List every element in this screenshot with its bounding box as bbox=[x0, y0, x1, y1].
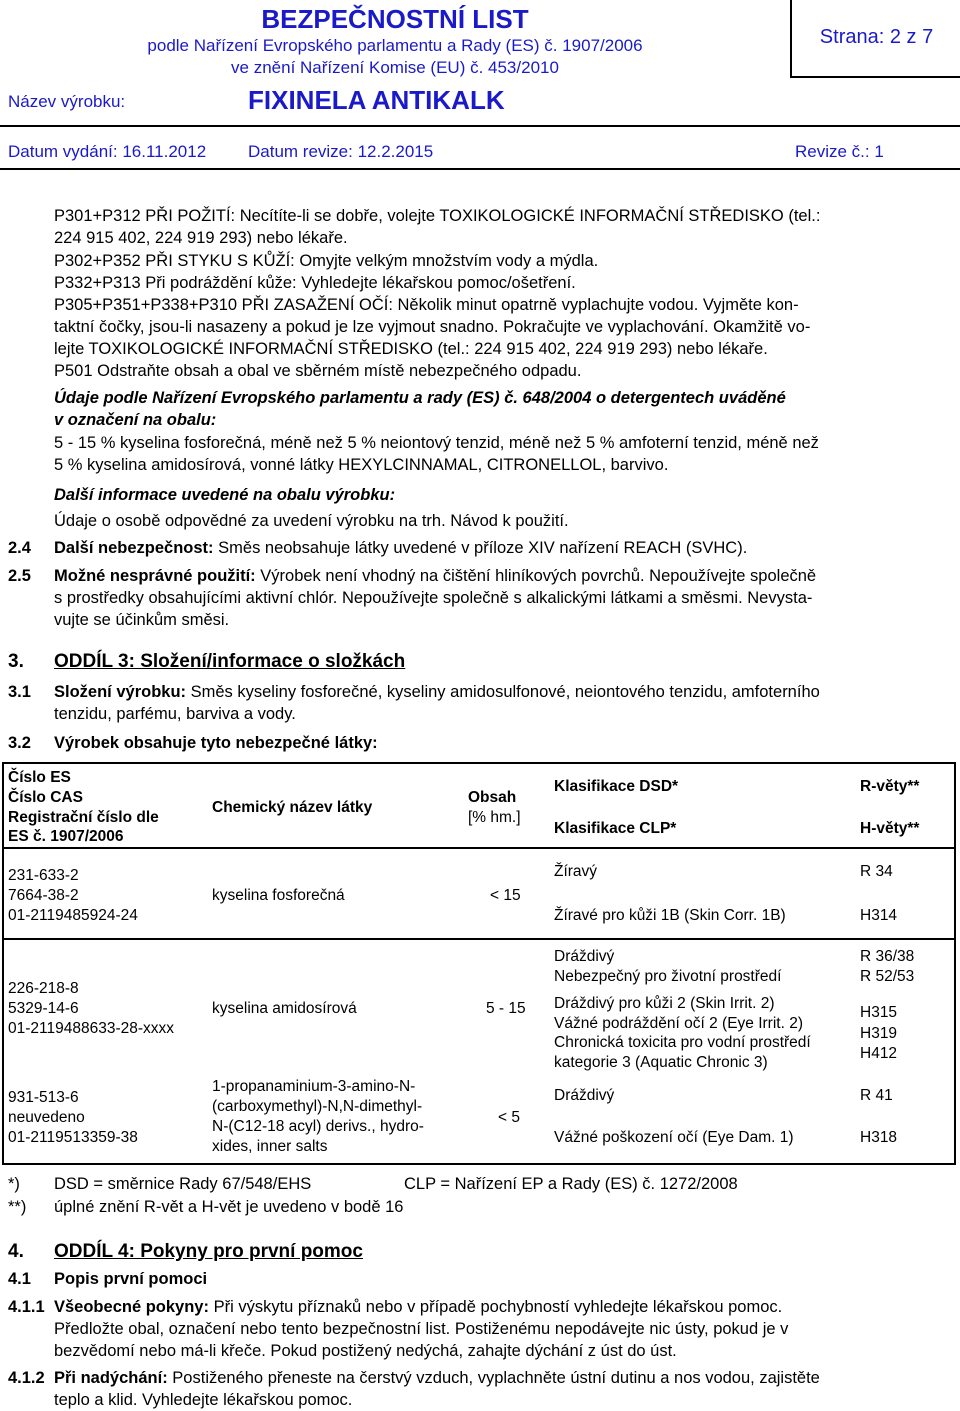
cell-cas: neuvedeno bbox=[8, 1109, 85, 1126]
cell-h: H319 bbox=[860, 1025, 898, 1042]
col-header-h: H-věty** bbox=[860, 820, 920, 837]
section-4-title: ODDÍL 4: Pokyny pro první pomoc bbox=[54, 1241, 363, 1262]
footnote-text: DSD = směrnice Rady 67/548/EHS bbox=[54, 1175, 312, 1193]
cell-r: R 41 bbox=[860, 1087, 893, 1104]
document-header bbox=[0, 0, 960, 170]
table-border bbox=[954, 762, 956, 1165]
product-name: FIXINELA ANTIKALK bbox=[248, 85, 505, 115]
col-header-content-unit: [% hm.] bbox=[468, 809, 521, 826]
cell-r: R 36/38 bbox=[860, 948, 915, 965]
cell-content: < 15 bbox=[490, 887, 521, 904]
section-text: Směs kyseliny fosforečné, kyseliny amidosulfonové, neiontového tenzidu, amfoterního bbox=[190, 683, 820, 701]
cell-clp: Chronická toxicita pro vodní prostředí bbox=[554, 1034, 811, 1051]
section-number: 2.5 bbox=[8, 567, 31, 585]
detergent-text: 5 % kyselina amidosírová, vonné látky HEXYLCINNAMAL, CITRONELLOL, barvivo. bbox=[54, 456, 669, 474]
header-divider bbox=[0, 168, 960, 170]
table-border bbox=[2, 762, 956, 764]
col-header-name: Chemický název látky bbox=[212, 799, 373, 816]
section-3-title: ODDÍL 3: Složení/informace o složkách bbox=[54, 651, 406, 672]
p-statement-line: P501 Odstraňte obsah a obal ve sběrném místě nebezpečného odpadu. bbox=[54, 362, 582, 380]
section-number: 4.1.2 bbox=[8, 1369, 45, 1387]
cell-ec: 931-513-6 bbox=[8, 1089, 79, 1106]
col-header-reg: ES č. 1907/2006 bbox=[8, 828, 124, 845]
section-number: 4. bbox=[8, 1241, 24, 1262]
regulation-line: podle Nařízení Evropského parlamentu a Rady (ES) č. 1907/2006 bbox=[147, 36, 643, 55]
section-4-1-1 bbox=[54, 1296, 782, 1318]
cell-dsd: Dráždivý bbox=[554, 1087, 615, 1104]
cell-clp: Žíravé pro kůži 1B (Skin Corr. 1B) bbox=[554, 907, 786, 924]
col-header-r: R-věty** bbox=[860, 778, 920, 795]
section-text: teplo a klid. Vyhledejte lékařskou pomoc. bbox=[54, 1391, 353, 1409]
col-header-reg: Registrační číslo dle bbox=[8, 809, 159, 826]
section-text: tenzidu, parfému, barviva a vody. bbox=[54, 705, 296, 723]
header-divider bbox=[0, 125, 960, 127]
section-number: 4.1.1 bbox=[8, 1298, 45, 1316]
detergent-text: 5 - 15 % kyselina fosforečná, méně než 5 % neiontový tenzid, méně než 5 % amfoterní tenzid, méně než bbox=[54, 434, 819, 452]
col-header-dsd: Klasifikace DSD* bbox=[554, 778, 679, 795]
detergent-heading: v označení na obalu: bbox=[54, 411, 217, 429]
more-info-text: Údaje o osobě odpovědné za uvedení výrobku na trh. Návod k použití. bbox=[54, 512, 569, 530]
section-text: s prostředky obsahujícími aktivní chlór. Nepoužívejte společně s alkalickými látkami a směsmi. Nevysta- bbox=[54, 589, 813, 607]
section-number: 4.1 bbox=[8, 1270, 31, 1288]
cell-name: kyselina fosforečná bbox=[212, 887, 345, 904]
amendment-line: ve znění Nařízení Komise (EU) č. 453/2010 bbox=[231, 58, 559, 77]
footnote-text: úplné znění R-vět a H-vět je uvedeno v bodě 16 bbox=[54, 1198, 404, 1216]
cell-h: H318 bbox=[860, 1129, 898, 1146]
cell-h: H315 bbox=[860, 1004, 898, 1021]
section-text: Postiženého přeneste na čerstvý vzduch, vyplachněte ústní dutinu a nos vodou, zajistěte bbox=[172, 1369, 820, 1387]
section-text: vujte se účinkům směsi. bbox=[54, 611, 230, 629]
cell-name: kyselina amidosírová bbox=[212, 1000, 357, 1017]
footnote-mark: **) bbox=[8, 1198, 27, 1216]
footnote-mark: *) bbox=[8, 1175, 20, 1193]
cell-clp: Dráždivý pro kůži 2 (Skin Irrit. 2) bbox=[554, 995, 775, 1012]
section-label: Při nadýchání: bbox=[54, 1369, 168, 1387]
section-number: 3. bbox=[8, 651, 24, 672]
table-border bbox=[2, 762, 4, 1165]
cell-reg: 01-2119485924-24 bbox=[8, 907, 138, 924]
detergent-heading: Údaje podle Nařízení Evropského parlamentu a rady (ES) č. 648/2004 o detergentech uváděné bbox=[54, 389, 786, 407]
p-statement-line: lejte TOXIKOLOGICKÉ INFORMAČNÍ STŘEDISKO (tel.: 224 915 402, 224 919 293) nebo lékaře. bbox=[54, 340, 768, 358]
section-label: Další nebezpečnost: bbox=[54, 539, 214, 557]
footnote-text: CLP = Nařízení EP a Rady (ES) č. 1272/2008 bbox=[404, 1175, 738, 1193]
section-3-1 bbox=[54, 681, 820, 703]
col-header-cas: Číslo CAS bbox=[8, 789, 83, 806]
cell-r: R 52/53 bbox=[860, 968, 915, 985]
section-text: Výrobek není vhodný na čištění hliníkových povrchů. Nepoužívejte společně bbox=[260, 567, 817, 585]
col-header-content: Obsah bbox=[468, 789, 517, 806]
page-number: Strana: 2 z 7 bbox=[819, 26, 934, 48]
cell-clp: Vážné podráždění očí 2 (Eye Irrit. 2) bbox=[554, 1015, 803, 1032]
table-border bbox=[2, 847, 956, 849]
cell-h: H412 bbox=[860, 1045, 898, 1062]
cell-reg: 01-2119513359-38 bbox=[8, 1129, 138, 1146]
cell-dsd: Dráždivý bbox=[554, 948, 615, 965]
p-statement-line: taktní čočky, jsou-li nasazeny a pokud je lze vyjmout snadno. Pokračujte ve vyplachování. Okamžitě vo- bbox=[54, 318, 811, 336]
section-text: bezvědomí nebo má-li křeče. Pokud postižený nedýchá, zahajte dýchání z úst do úst. bbox=[54, 1342, 677, 1360]
cell-clp: kategorie 3 (Aquatic Chronic 3) bbox=[554, 1054, 768, 1071]
section-4-1-2 bbox=[54, 1367, 820, 1389]
cell-name: 1-propanaminium-3-amino-N- bbox=[212, 1078, 416, 1095]
section-3-2-title: Výrobek obsahuje tyto nebezpečné látky: bbox=[54, 734, 378, 752]
section-4-1-title: Popis první pomoci bbox=[54, 1270, 208, 1288]
cell-cas: 7664-38-2 bbox=[8, 887, 79, 904]
cell-name: (carboxymethyl)-N,N-dimethyl- bbox=[212, 1098, 423, 1115]
more-info-heading: Další informace uvedené na obalu výrobku: bbox=[54, 486, 396, 504]
section-2-4 bbox=[54, 537, 747, 559]
p-statement-line: P305+P351+P338+P310 PŘI ZASAŽENÍ OČÍ: Několik minut opatrně vyplachujte vodou. Vyjměte kon- bbox=[54, 296, 799, 314]
col-header-ec: Číslo ES bbox=[8, 769, 71, 786]
header-divider bbox=[790, 76, 960, 78]
table-border bbox=[2, 938, 956, 940]
section-label: Všeobecné pokyny: bbox=[54, 1298, 209, 1316]
cell-dsd: Nebezpečný pro životní prostředí bbox=[554, 968, 782, 985]
cell-reg: 01-2119488633-28-xxxx bbox=[8, 1020, 175, 1037]
section-number: 3.1 bbox=[8, 683, 31, 701]
p-statement-line: 224 915 402, 224 919 293) nebo lékaře. bbox=[54, 229, 348, 247]
section-label: Možné nesprávné použití: bbox=[54, 567, 256, 585]
cell-ec: 231-633-2 bbox=[8, 867, 79, 884]
issue-date: Datum vydání: 16.11.2012 bbox=[8, 142, 207, 161]
section-text: Při výskytu příznaků nebo v případě pochybností vyhledejte lékařskou pomoc. bbox=[213, 1298, 783, 1316]
cell-name: N-(C12-18 acyl) derivs., hydro- bbox=[212, 1118, 424, 1135]
revision-date: Datum revize: 12.2.2015 bbox=[248, 142, 434, 161]
header-divider bbox=[790, 0, 792, 78]
p-statement-line: P332+P313 Při podráždění kůže: Vyhledejte lékařskou pomoc/ošetření. bbox=[54, 274, 576, 292]
col-header-clp: Klasifikace CLP* bbox=[554, 820, 677, 837]
cell-clp: Vážné poškození očí (Eye Dam. 1) bbox=[554, 1129, 794, 1146]
cell-r: R 34 bbox=[860, 863, 893, 880]
cell-dsd: Žíravý bbox=[554, 863, 598, 880]
cell-ec: 226-218-8 bbox=[8, 980, 79, 997]
section-label: Složení výrobku: bbox=[54, 683, 187, 701]
cell-content: 5 - 15 bbox=[486, 1000, 526, 1017]
cell-content: < 5 bbox=[498, 1109, 520, 1126]
product-label: Název výrobku: bbox=[8, 92, 126, 111]
p-statement-line: P301+P312 PŘI POŽITÍ: Necítíte-li se dobře, volejte TOXIKOLOGICKÉ INFORMAČNÍ STŘEDISKO (tel.: bbox=[54, 207, 821, 225]
document-title: BEZPEČNOSTNÍ LIST bbox=[261, 4, 529, 34]
cell-h: H314 bbox=[860, 907, 898, 924]
revision-number: Revize č.: 1 bbox=[795, 142, 884, 161]
table-border bbox=[2, 1163, 956, 1165]
section-text: Směs neobsahuje látky uvedené v příloze XIV nařízení REACH (SVHC). bbox=[218, 539, 748, 557]
p-statement-line: P302+P352 PŘI STYKU S KŮŽÍ: Omyjte velkým množstvím vody a mýdla. bbox=[54, 252, 599, 270]
section-2-5 bbox=[54, 565, 816, 587]
cell-cas: 5329-14-6 bbox=[8, 1000, 79, 1017]
cell-name: xides, inner salts bbox=[212, 1138, 328, 1155]
section-text: Předložte obal, označení nebo tento bezpečnostní list. Postiženému nepodávejte nic ústy, pokud je v bbox=[54, 1320, 789, 1338]
section-number: 2.4 bbox=[8, 539, 31, 557]
section-number: 3.2 bbox=[8, 734, 31, 752]
